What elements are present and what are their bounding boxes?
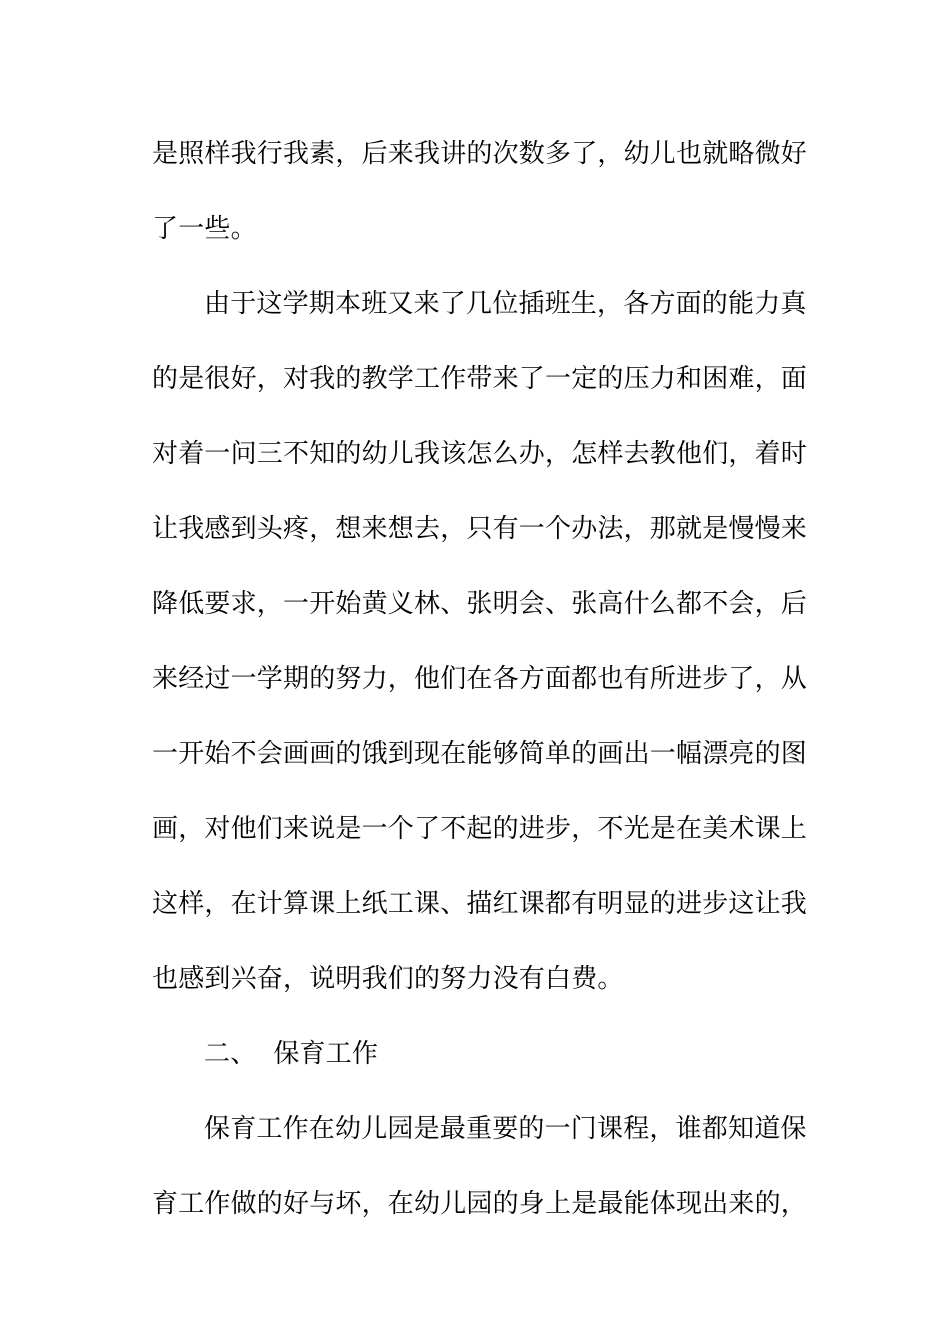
text-line: 是照样我行我素，后来我讲的次数多了，幼儿也就略微好 — [152, 139, 808, 169]
text-line: 让我感到头疼，想来想去，只有一个办法，那就是慢慢来 — [152, 514, 808, 544]
text-line: 对着一问三不知的幼儿我该怎么办，怎样去教他们，着时 — [152, 439, 808, 469]
text-line: 画，对他们来说是一个了不起的进步，不光是在美术课上 — [152, 814, 808, 844]
text-line: 这样，在计算课上纸工课、描红课都有明显的进步这让我 — [152, 889, 808, 919]
text-line: 育工作做的好与坏，在幼儿园的身上是最能体现出来的， — [152, 1189, 808, 1219]
text-line: 也感到兴奋，说明我们的努力没有白费。 — [152, 964, 624, 994]
paragraph-start-line: 由于这学期本班又来了几位插班生，各方面的能力真 — [204, 289, 807, 319]
text-line: 来经过一学期的努力，他们在各方面都也有所进步了，从 — [152, 664, 808, 694]
section-heading: 二、 保育工作 — [204, 1039, 379, 1069]
paragraph-start-line: 保育工作在幼儿园是最重要的一门课程，谁都知道保 — [204, 1114, 807, 1144]
text-line: 降低要求，一开始黄义林、张明会、张高什么都不会，后 — [152, 589, 808, 619]
text-line: 了一些。 — [152, 214, 257, 244]
text-line: 一开始不会画画的饿到现在能够简单的画出一幅漂亮的图 — [152, 739, 808, 769]
text-line: 的是很好，对我的教学工作带来了一定的压力和困难，面 — [152, 364, 808, 394]
